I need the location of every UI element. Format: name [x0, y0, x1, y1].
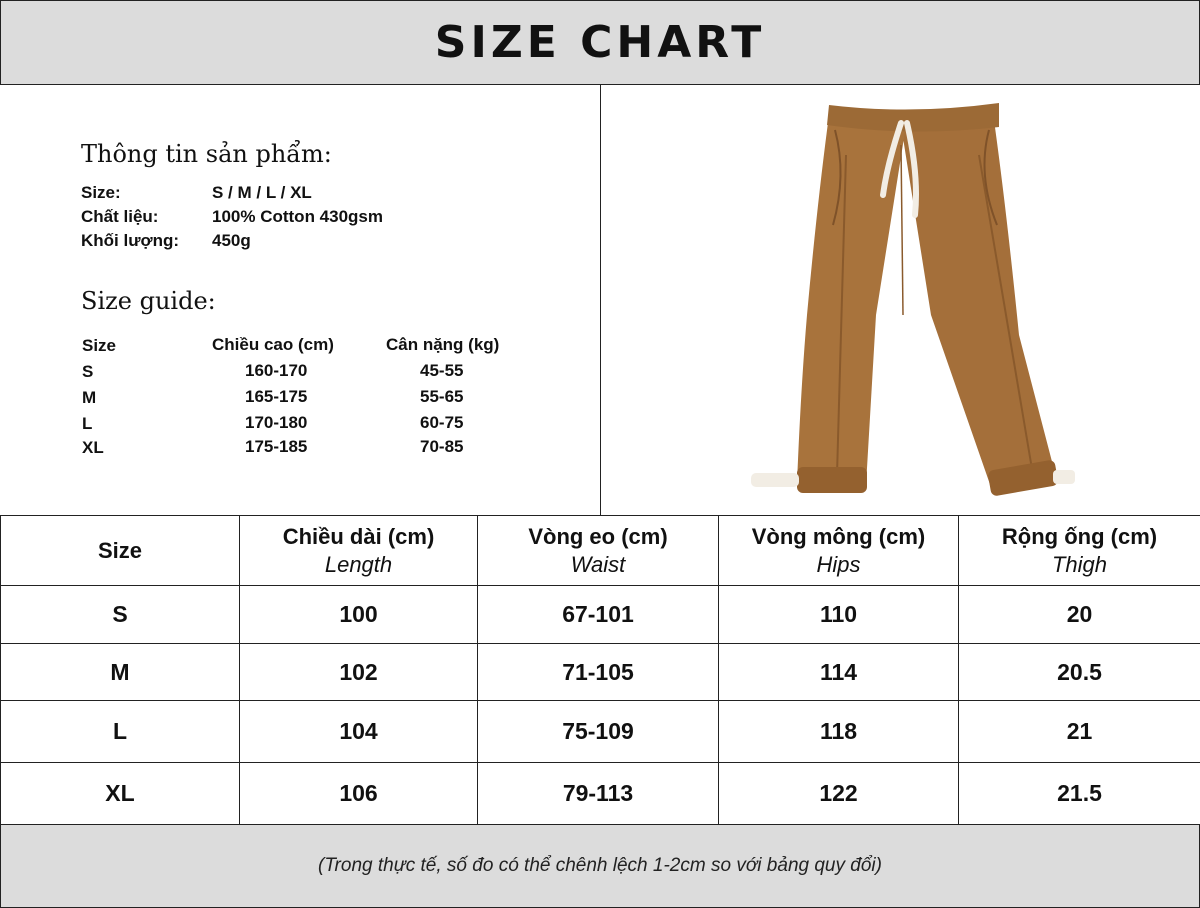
table-header-row: [1, 516, 1200, 586]
cell-thigh: 21: [959, 701, 1200, 763]
guide-height: 160-170: [245, 361, 308, 380]
guide-height: 170-180: [245, 413, 308, 432]
spec-row-material: [81, 207, 383, 227]
guide-weight: 55-65: [420, 387, 464, 406]
cell-waist: 71-105: [478, 644, 719, 701]
cuff-toggle-right: [1053, 470, 1075, 484]
footer-note-band: [0, 824, 1200, 908]
column-header-hips: Vòng mông (cm) Hips: [719, 516, 959, 586]
cell-size: M: [1, 644, 240, 701]
spec-label: Khối lượng:: [81, 231, 180, 250]
column-header-thigh: Rộng ống (cm) Thigh: [959, 516, 1200, 586]
cell-thigh: 20.5: [959, 644, 1200, 701]
cell-length: 106: [240, 763, 478, 825]
guide-size: XL: [82, 438, 104, 457]
cell-waist: 79-113: [478, 763, 719, 825]
cell-hips: 118: [719, 701, 959, 763]
cell-size: L: [1, 701, 240, 763]
product-info-panel: [0, 85, 601, 515]
cell-hips: 122: [719, 763, 959, 825]
spec-row-size: [81, 183, 312, 203]
cell-hips: 110: [719, 586, 959, 644]
table-row: [1, 763, 1200, 825]
spec-value: 450g: [212, 231, 251, 250]
column-header-length: Chiều dài (cm) Length: [240, 516, 478, 586]
spec-row-weight: [81, 231, 251, 251]
cell-hips: 114: [719, 644, 959, 701]
cell-size: XL: [1, 763, 240, 825]
cell-waist: 67-101: [478, 586, 719, 644]
cell-length: 102: [240, 644, 478, 701]
guide-height: 165-175: [245, 387, 308, 406]
size-guide-title: Size guide:: [81, 287, 216, 315]
cell-waist: 75-109: [478, 701, 719, 763]
spec-value: 100% Cotton 430gsm: [212, 207, 383, 226]
pants-waistband: [827, 103, 999, 132]
guide-size: M: [82, 388, 97, 407]
cell-thigh: 21.5: [959, 763, 1200, 825]
guide-header-weight: Cân nặng (kg): [386, 335, 500, 354]
cuff-toggle-left: [751, 473, 799, 487]
guide-header-height: Chiều cao (cm): [212, 335, 334, 354]
spec-label: Chất liệu:: [81, 207, 159, 226]
cell-thigh: 20: [959, 586, 1200, 644]
product-info-title: Thông tin sản phẩm:: [81, 140, 332, 168]
guide-size: S: [82, 362, 94, 381]
table-row: [1, 586, 1200, 644]
guide-weight: 70-85: [420, 437, 464, 456]
guide-size: L: [82, 414, 93, 433]
guide-header-size: Size: [82, 336, 117, 355]
cell-length: 104: [240, 701, 478, 763]
cargo-pants-image: [601, 85, 1200, 515]
guide-height: 175-185: [245, 437, 308, 456]
pants-right-leg: [901, 113, 1056, 493]
footer-note: (Trong thực tế, số đo có thể chênh lệch 1-2cm so với bảng quy đổi): [318, 855, 882, 876]
page-title: SIZE CHART: [434, 17, 766, 68]
spec-label: Size:: [81, 183, 121, 202]
product-photo-panel: [601, 85, 1200, 515]
guide-weight: 45-55: [420, 361, 464, 380]
cell-length: 100: [240, 586, 478, 644]
cell-size: S: [1, 586, 240, 644]
column-header-size: Size: [1, 516, 240, 586]
measurements-table: [0, 515, 1200, 825]
title-banner: [0, 0, 1200, 85]
table-row: [1, 701, 1200, 763]
table-row: [1, 644, 1200, 701]
guide-weight: 60-75: [420, 413, 464, 432]
spec-value: S / M / L / XL: [212, 183, 312, 202]
column-header-waist: Vòng eo (cm) Waist: [478, 516, 719, 586]
